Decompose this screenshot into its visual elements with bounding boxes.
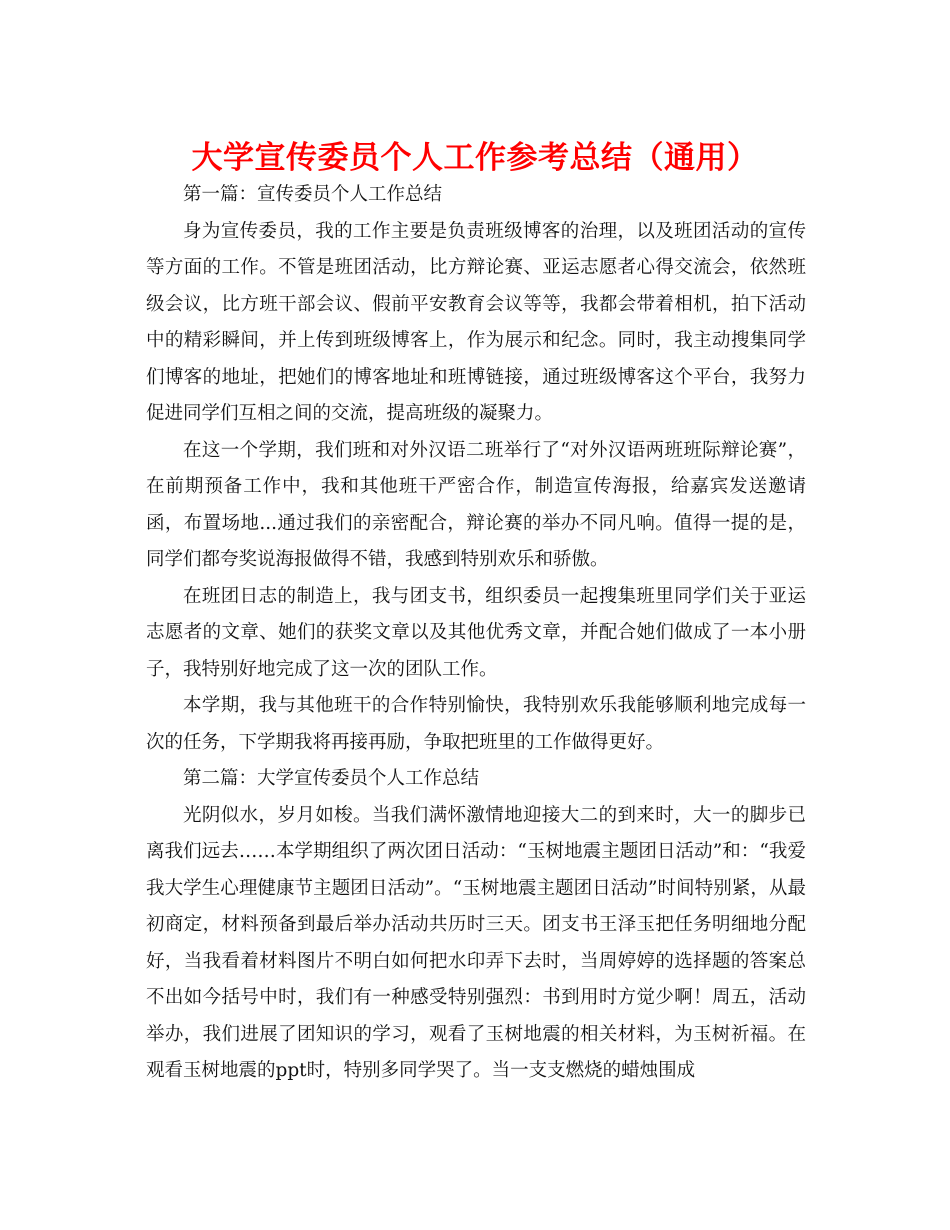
paragraph: 身为宣传委员，我的工作主要是负责班级博客的治理，以及班团活动的宣传等方面的工作。不管是班团活动，比方辩论赛、亚运志愿者心得交流会，依然班级会议，比方班干部会议、假前平安教育会议等等，我都会带着相机，拍下活动中的精彩瞬间，并上传到班级博客上，作为展示和纪念。同时，我主动搜集同学们博客的地址，把她们的博客地址和班博链接，通过班级博客这个平台，我努力促进同学们互相之间的交流，提高班级的凝聚力。	[146, 220, 806, 424]
section-heading: 第一篇：宣传委员个人工作总结	[183, 184, 443, 205]
document-body	[146, 177, 806, 1090]
paragraph: 在这一个学期，我们班和对外汉语二班举行了“对外汉语两班班际辩论赛”，在前期预备工作中，我和其他班干严密合作，制造宣传海报，给嘉宾发送邀请函，布置场地...通过我们的亲密配合，辩论赛的举办不同凡响。值得一提的是，同学们都夸奖说海报做得不错，我感到特别欢乐和骄傲。	[146, 439, 806, 570]
paragraph: 本学期，我与其他班干的合作特别愉快，我特别欢乐我能够顺利地完成每一次的任务，下学期我将再接再励，争取把班里的工作做得更好。	[146, 695, 806, 753]
section-heading: 第二篇：大学宣传委员个人工作总结	[183, 768, 480, 789]
paragraph: 在班团日志的制造上，我与团支书，组织委员一起搜集班里同学们关于亚运志愿者的文章、她们的获奖文章以及其他优秀文章，并配合她们做成了一本小册子，我特别好地完成了这一次的团队工作。	[146, 585, 806, 680]
document-title: 大学宣传委员个人工作参考总结（通用）	[191, 140, 759, 176]
paragraph: 光阴似水，岁月如梭。当我们满怀激情地迎接大二的到来时，大一的脚步已离我们远去……本学期组织了两次团日活动：“玉树地震主题团日活动”和：“我爱我大学生心理健康节主题团日活动”。“玉树地震主题团日活动”时间特别紧，从最初商定，材料预备到最后举办活动共历时三天。团支书王泽玉把任务明细地分配好，当我看着材料图片不明白如何把水印弄下去时，当周婷婷的选择题的答案总不出如今括号中时，我们有一种感受特别强烈：书到用时方觉少啊！周五，活动举办，我们进展了团知识的学习，观看了玉树地震的相关材料，为玉树祈福。在观看玉树地震的ppt时，特别多同学哭了。当一支支燃烧的蜡烛围成	[146, 804, 806, 1081]
